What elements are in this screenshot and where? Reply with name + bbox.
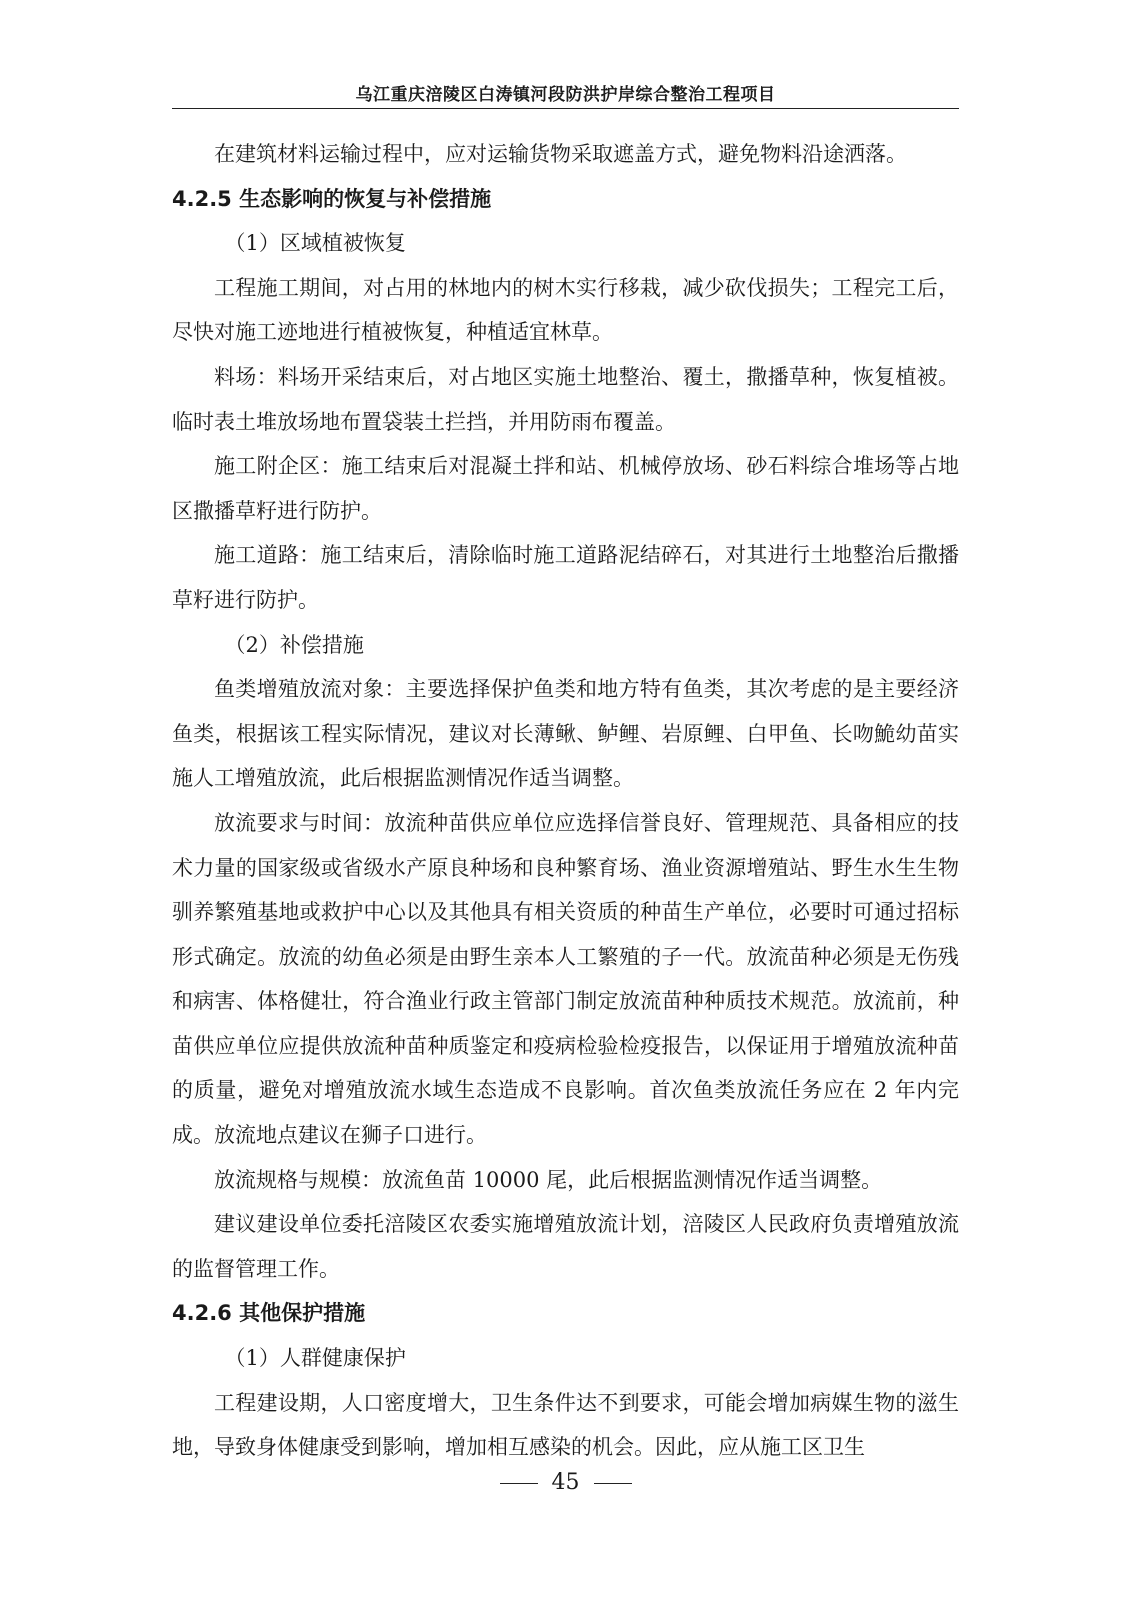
page-footer [0, 1470, 1131, 1495]
page-body [172, 132, 959, 1470]
section-heading-4-2-6: 4.2.6 其他保护措施 [172, 1301, 366, 1326]
footer-dash-left [500, 1483, 538, 1484]
footer-dash-right [594, 1483, 632, 1484]
running-header: 乌江重庆涪陵区白涛镇河段防洪护岸综合整治工程项目 [355, 85, 776, 105]
paragraph-construction-road: 施工道路：施工结束后，清除临时施工道路泥结碎石，对其进行土地整治后撒播草籽进行防护。 [172, 543, 959, 612]
paragraph-public-health: 工程建设期，人口密度增大，卫生条件达不到要求，可能会增加病媒生物的滋生地，导致身体健康受到影响，增加相互感染的机会。因此，应从施工区卫生 [172, 1390, 959, 1460]
paragraph-release-scale: 放流规格与规模：放流鱼苗 10000 尾，此后根据监测情况作适当调整。 [214, 1167, 883, 1192]
section-heading-4-2-5: 4.2.5 生态影响的恢复与补偿措施 [172, 186, 492, 211]
paragraph-release-requirements: 放流要求与时间：放流种苗供应单位应选择信誉良好、管理规范、具备相应的技术力量的国家级或省级水产原良种场和良种繁育场、渔业资源增殖站、野生水生生物驯养繁殖基地或救护中心以及其他具有相关资质的种苗生产单位，必要时可通过招标形式确定。放流的幼鱼必须是由野生亲本人工繁殖的子一代。放流苗种必须是无伤残和病害、体格健壮，符合渔业行政主管部门制定放流苗种种质技术规范。放流前，种苗供应单位应提供放流种苗种质鉴定和疫病检验检疫报告，以保证用于增殖放流种苗的质量，避免对增殖放流水域生态造成不良影响。首次鱼类放流任务应在 2 年内完成。放流地点建议在狮子口进行。 [172, 810, 959, 1148]
paragraph-fish-release-objects: 鱼类增殖放流对象：主要选择保护鱼类和地方特有鱼类，其次考虑的是主要经济鱼类，根据该工程实际情况，建议对长薄鳅、鲈鲤、岩原鲤、白甲鱼、长吻鮠幼苗实施人工增殖放流，此后根据监测情况作适当调整。 [172, 677, 959, 791]
header-rule [172, 108, 959, 109]
paragraph-suggestion: 建议建设单位委托涪陵区农委实施增殖放流计划，涪陵区人民政府负责增殖放流的监督管理工作。 [172, 1212, 959, 1281]
subheading-public-health: （1）人群健康保护 [224, 1346, 406, 1371]
paragraph-transport: 在建筑材料运输过程中，应对运输货物采取遮盖方式，避免物料沿途洒落。 [214, 142, 907, 166]
subheading-compensation: （2）补偿措施 [224, 632, 364, 657]
page-number: 45 [551, 1470, 580, 1495]
paragraph-auxiliary-area: 施工附企区：施工结束后对混凝土拌和站、机械停放场、砂石料综合堆场等占地区撒播草籽进行防护。 [172, 454, 959, 523]
subheading-vegetation-restoration: （1）区域植被恢复 [224, 231, 406, 256]
paragraph-vegetation: 工程施工期间，对占用的林地内的树木实行移栽，减少砍伐损失；工程完工后，尽快对施工迹地进行植被恢复，种植适宜林草。 [172, 275, 959, 345]
paragraph-stockyard: 料场：料场开采结束后，对占地区实施土地整治、覆土，撒播草种，恢复植被。临时表土堆放场地布置袋装土拦挡，并用防雨布覆盖。 [172, 364, 959, 434]
